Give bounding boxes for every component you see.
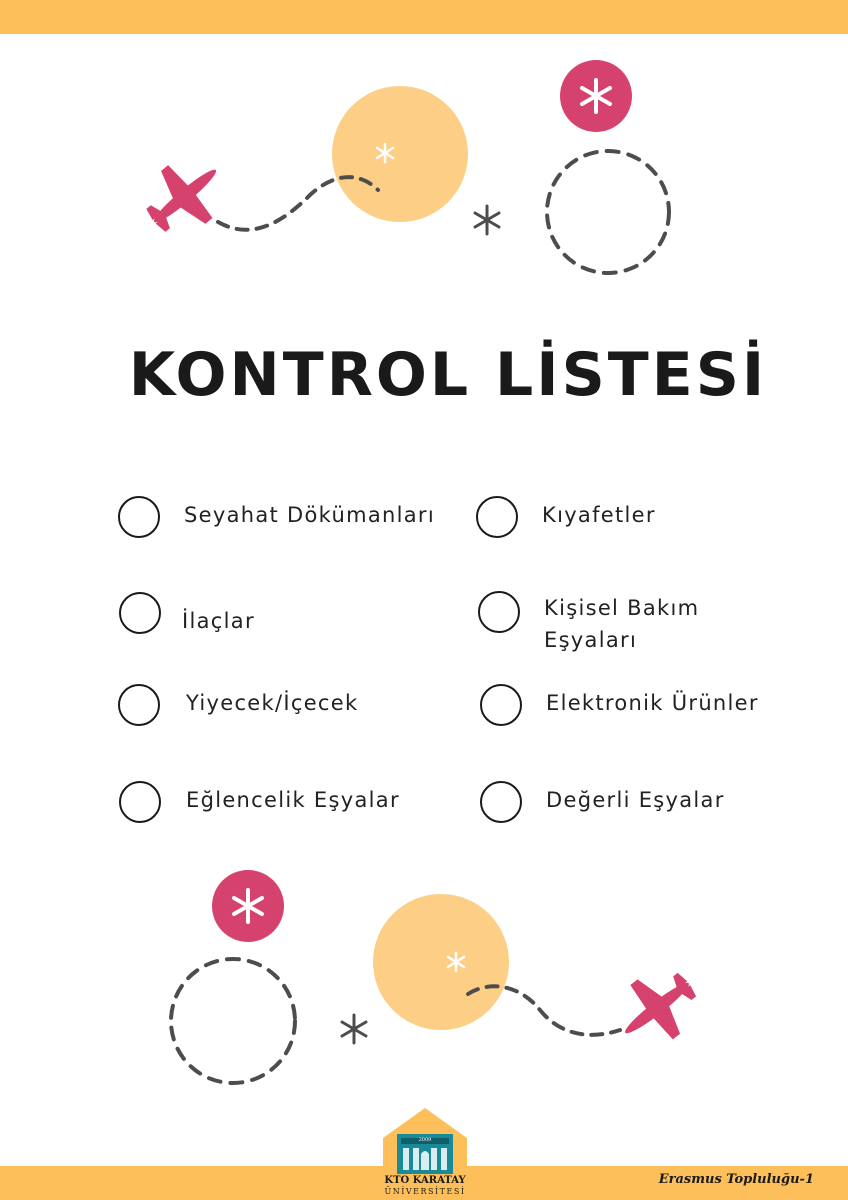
airplane-icon (604, 956, 710, 1060)
page-title: KONTROL LİSTESİ (128, 340, 768, 410)
university-logo (383, 1108, 467, 1200)
checklist-item-label: Seyahat Dökümanları (184, 503, 435, 527)
community-label: Erasmus Topluluğu-1 (658, 1172, 814, 1187)
checklist-item-label: Kıyafetler (542, 503, 656, 527)
checkbox[interactable] (118, 684, 160, 726)
airplane-icon (132, 144, 238, 249)
checkbox[interactable] (118, 496, 160, 538)
bottom-travel-decoration (0, 860, 848, 1120)
checklist-item-label: Elektronik Ürünler (546, 691, 759, 715)
checklist-item-label: İlaçlar (182, 609, 255, 633)
checklist-item-label: Değerli Eşyalar (546, 788, 725, 812)
orange-circle-icon (373, 894, 509, 1030)
asterisk-icon (342, 1015, 366, 1043)
logo-year: 2009 (418, 1137, 432, 1143)
logo-line-2: ÜNİVERSİTESİ (384, 1187, 466, 1196)
checklist-item-label: Eğlencelik Eşyalar (186, 788, 400, 812)
asterisk-icon (475, 206, 499, 234)
logo-line-1: KTO KARATAY (384, 1175, 466, 1186)
checklist-item-label: Yiyecek/İçecek (186, 691, 359, 715)
checkbox[interactable] (480, 684, 522, 726)
checkbox[interactable] (476, 496, 518, 538)
checkbox[interactable] (119, 592, 161, 634)
orange-circle-icon (332, 86, 468, 222)
dashed-circle-icon (171, 959, 295, 1083)
checkbox[interactable] (119, 781, 161, 823)
checklist-item-label: Kişisel Bakım Eşyaları (544, 596, 700, 652)
checkbox[interactable] (480, 781, 522, 823)
dashed-circle-icon (547, 151, 669, 273)
top-travel-decoration (0, 0, 848, 330)
checkbox[interactable] (478, 591, 520, 633)
